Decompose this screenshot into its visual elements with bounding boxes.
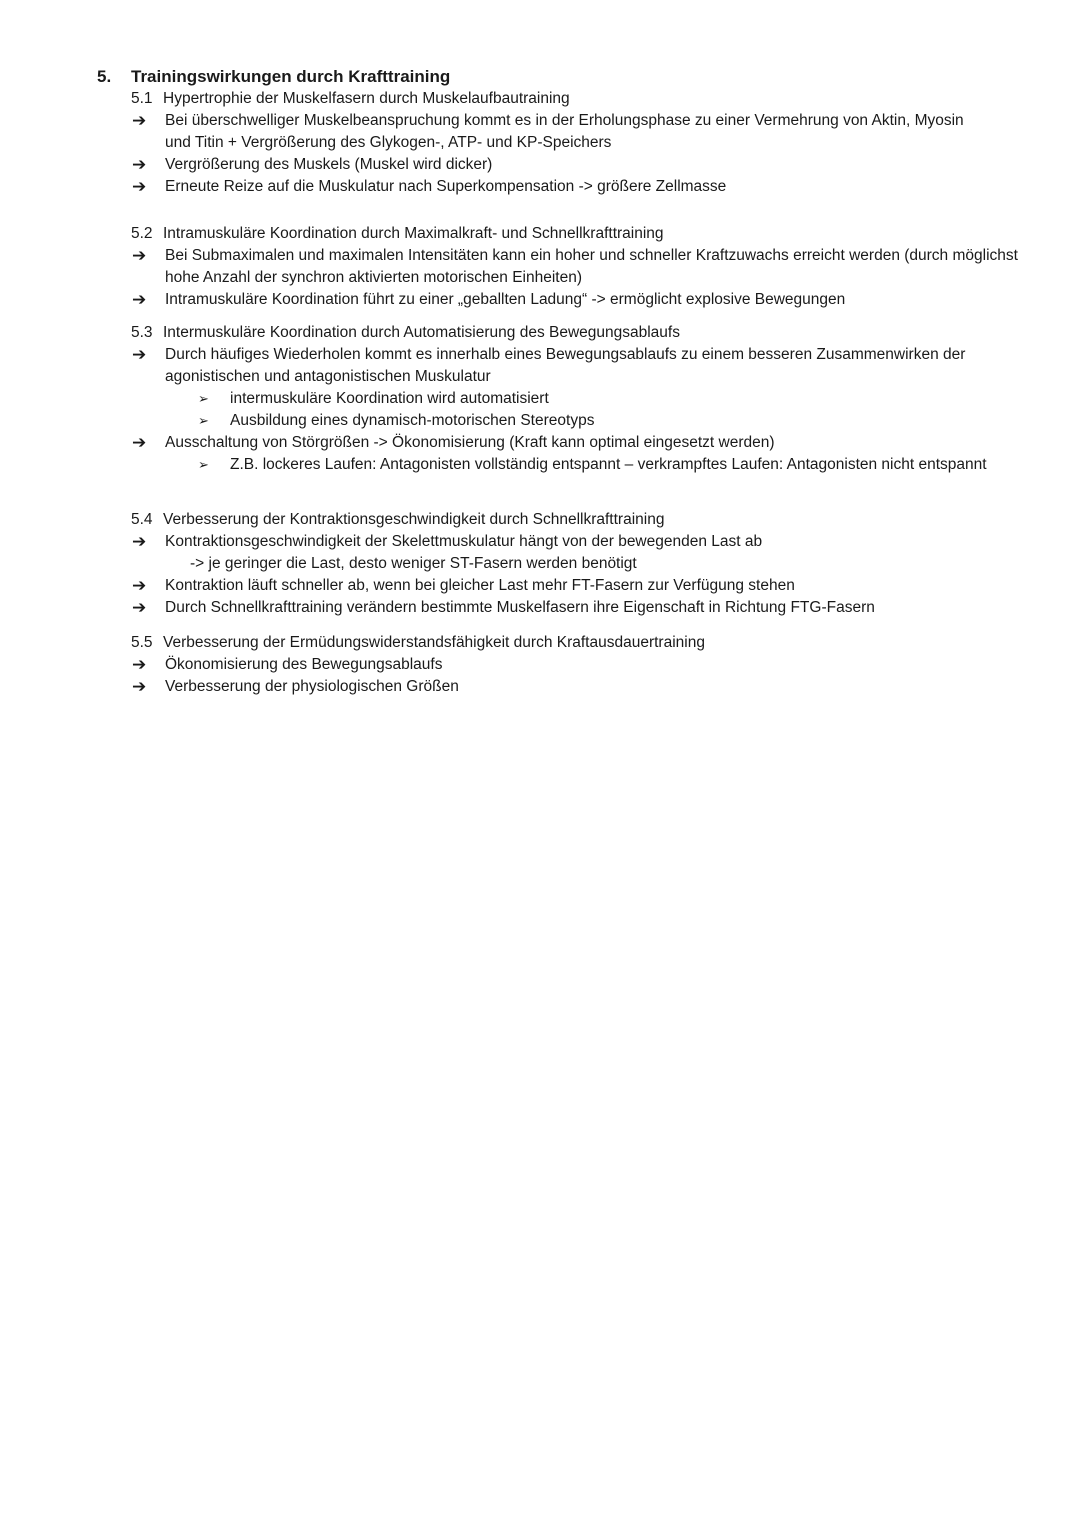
arrow-bullet-icon: ➔: [132, 655, 147, 674]
list-item-text: Ausschaltung von Störgrößen -> Ökonomisierung (Kraft kann optimal eingesetzt werden): [165, 434, 775, 451]
arrow-list-item: [131, 575, 1031, 597]
arrow-list-item: [131, 245, 1025, 289]
section-5-5: [131, 632, 1031, 698]
sub-list-item-text: intermuskuläre Koordination wird automatisiert: [230, 390, 549, 407]
heading-number: 5.: [97, 67, 112, 86]
section-title: [131, 88, 1031, 110]
section-title: [131, 632, 1031, 654]
arrow-list-item: [131, 154, 1031, 176]
arrow-list-item: [131, 597, 1031, 619]
list-item-text: Bei überschwelliger Muskelbeanspruchung kommt es in der Erholungsphase zu einer Vermehrung von Aktin, Myosin und Titin + Vergrößerung des Glykogen-, ATP- und KP-Speichers: [165, 112, 964, 151]
continuation-line: -> je geringer die Last, desto weniger ST-Fasern werden benötigt: [190, 555, 637, 572]
section-title: [131, 322, 1031, 344]
list-item-text: Kontraktion läuft schneller ab, wenn bei gleicher Last mehr FT-Fasern zur Verfügung stehen: [165, 577, 795, 594]
sub-list-item: [131, 454, 990, 476]
section-number: 5.1: [131, 90, 153, 107]
arrow-bullet-icon: ➔: [132, 598, 147, 617]
arrow-bullet-icon: ➔: [132, 576, 147, 595]
triangle-bullet-icon: ➢: [198, 413, 209, 428]
section-title-text: Hypertrophie der Muskelfasern durch Muskelaufbautraining: [163, 90, 570, 107]
list-item-text: Verbesserung der physiologischen Größen: [165, 678, 459, 695]
arrow-bullet-icon: ➔: [132, 433, 147, 452]
arrow-bullet-icon: ➔: [132, 177, 147, 196]
section-title-text: Verbesserung der Kontraktionsgeschwindigkeit durch Schnellkrafttraining: [163, 511, 665, 528]
arrow-list-item: [131, 676, 1031, 698]
section-title: [131, 509, 1031, 531]
section-number: 5.2: [131, 225, 153, 242]
sub-list-item: [131, 388, 1031, 410]
arrow-list-item: [131, 289, 1031, 311]
arrow-bullet-icon: ➔: [132, 532, 147, 551]
arrow-list-item: [131, 654, 1031, 676]
arrow-list-item: [131, 531, 1031, 553]
arrow-list-item: [131, 176, 1031, 198]
sub-list-item-text: Z.B. lockeres Laufen: Antagonisten vollständig entspannt – verkrampftes Laufen: Antagonisten nicht entspannt: [230, 456, 987, 473]
arrow-bullet-icon: ➔: [132, 111, 147, 130]
arrow-list-item: [131, 110, 970, 154]
list-item-text: Bei Submaximalen und maximalen Intensitäten kann ein hoher und schneller Kraftzuwachs erreicht werden (durch möglichst hohe Anzahl der synchron aktivierten motorischen Einheiten): [165, 247, 1018, 286]
arrow-list-item: [131, 432, 1031, 454]
arrow-bullet-icon: ➔: [132, 290, 147, 309]
triangle-bullet-icon: ➢: [198, 457, 209, 472]
section-number: 5.5: [131, 634, 153, 651]
triangle-bullet-icon: ➢: [198, 391, 209, 406]
list-item-text: Intramuskuläre Koordination führt zu einer „geballten Ladung“ -> ermöglicht explosive Bewegungen: [165, 291, 846, 308]
list-item-text: Kontraktionsgeschwindigkeit der Skelettmuskulatur hängt von der bewegenden Last ab: [165, 533, 763, 550]
list-item-text: Vergrößerung des Muskels (Muskel wird dicker): [165, 156, 493, 173]
arrow-bullet-icon: ➔: [132, 345, 147, 364]
section-title: [131, 223, 1031, 245]
section-number: 5.3: [131, 324, 153, 341]
section-title-text: Intermuskuläre Koordination durch Automatisierung des Bewegungsablaufs: [163, 324, 680, 341]
heading-title: Trainingswirkungen durch Krafttraining: [131, 67, 451, 86]
section-title-text: Verbesserung der Ermüdungswiderstandsfähigkeit durch Kraftausdauertraining: [163, 634, 705, 651]
list-item-text: Erneute Reize auf die Muskulatur nach Superkompensation -> größere Zellmasse: [165, 178, 727, 195]
arrow-bullet-icon: ➔: [132, 246, 147, 265]
sub-list-item-text: Ausbildung eines dynamisch-motorischen Stereotyps: [230, 412, 595, 429]
section-number: 5.4: [131, 511, 153, 528]
arrow-bullet-icon: ➔: [132, 155, 147, 174]
list-item-text: Durch Schnellkrafttraining verändern bestimmte Muskelfasern ihre Eigenschaft in Richtung FTG-Fasern: [165, 599, 875, 616]
section-5-1: [131, 88, 1031, 198]
arrow-list-item: [131, 344, 1025, 388]
sub-list-item: [131, 410, 1031, 432]
section-5-3: [131, 322, 1031, 476]
arrow-bullet-icon: ➔: [132, 677, 147, 696]
main-heading: [97, 66, 450, 88]
section-5-4: [131, 509, 1031, 619]
list-item-text: Ökonomisierung des Bewegungsablaufs: [165, 656, 443, 673]
section-title-text: Intramuskuläre Koordination durch Maximalkraft- und Schnellkrafttraining: [163, 225, 664, 242]
section-5-2: [131, 223, 1031, 311]
list-item-text: Durch häufiges Wiederholen kommt es innerhalb eines Bewegungsablaufs zu einem besseren Zusammenwirken der agonistischen und antagonistischen Muskulatur: [165, 346, 966, 385]
